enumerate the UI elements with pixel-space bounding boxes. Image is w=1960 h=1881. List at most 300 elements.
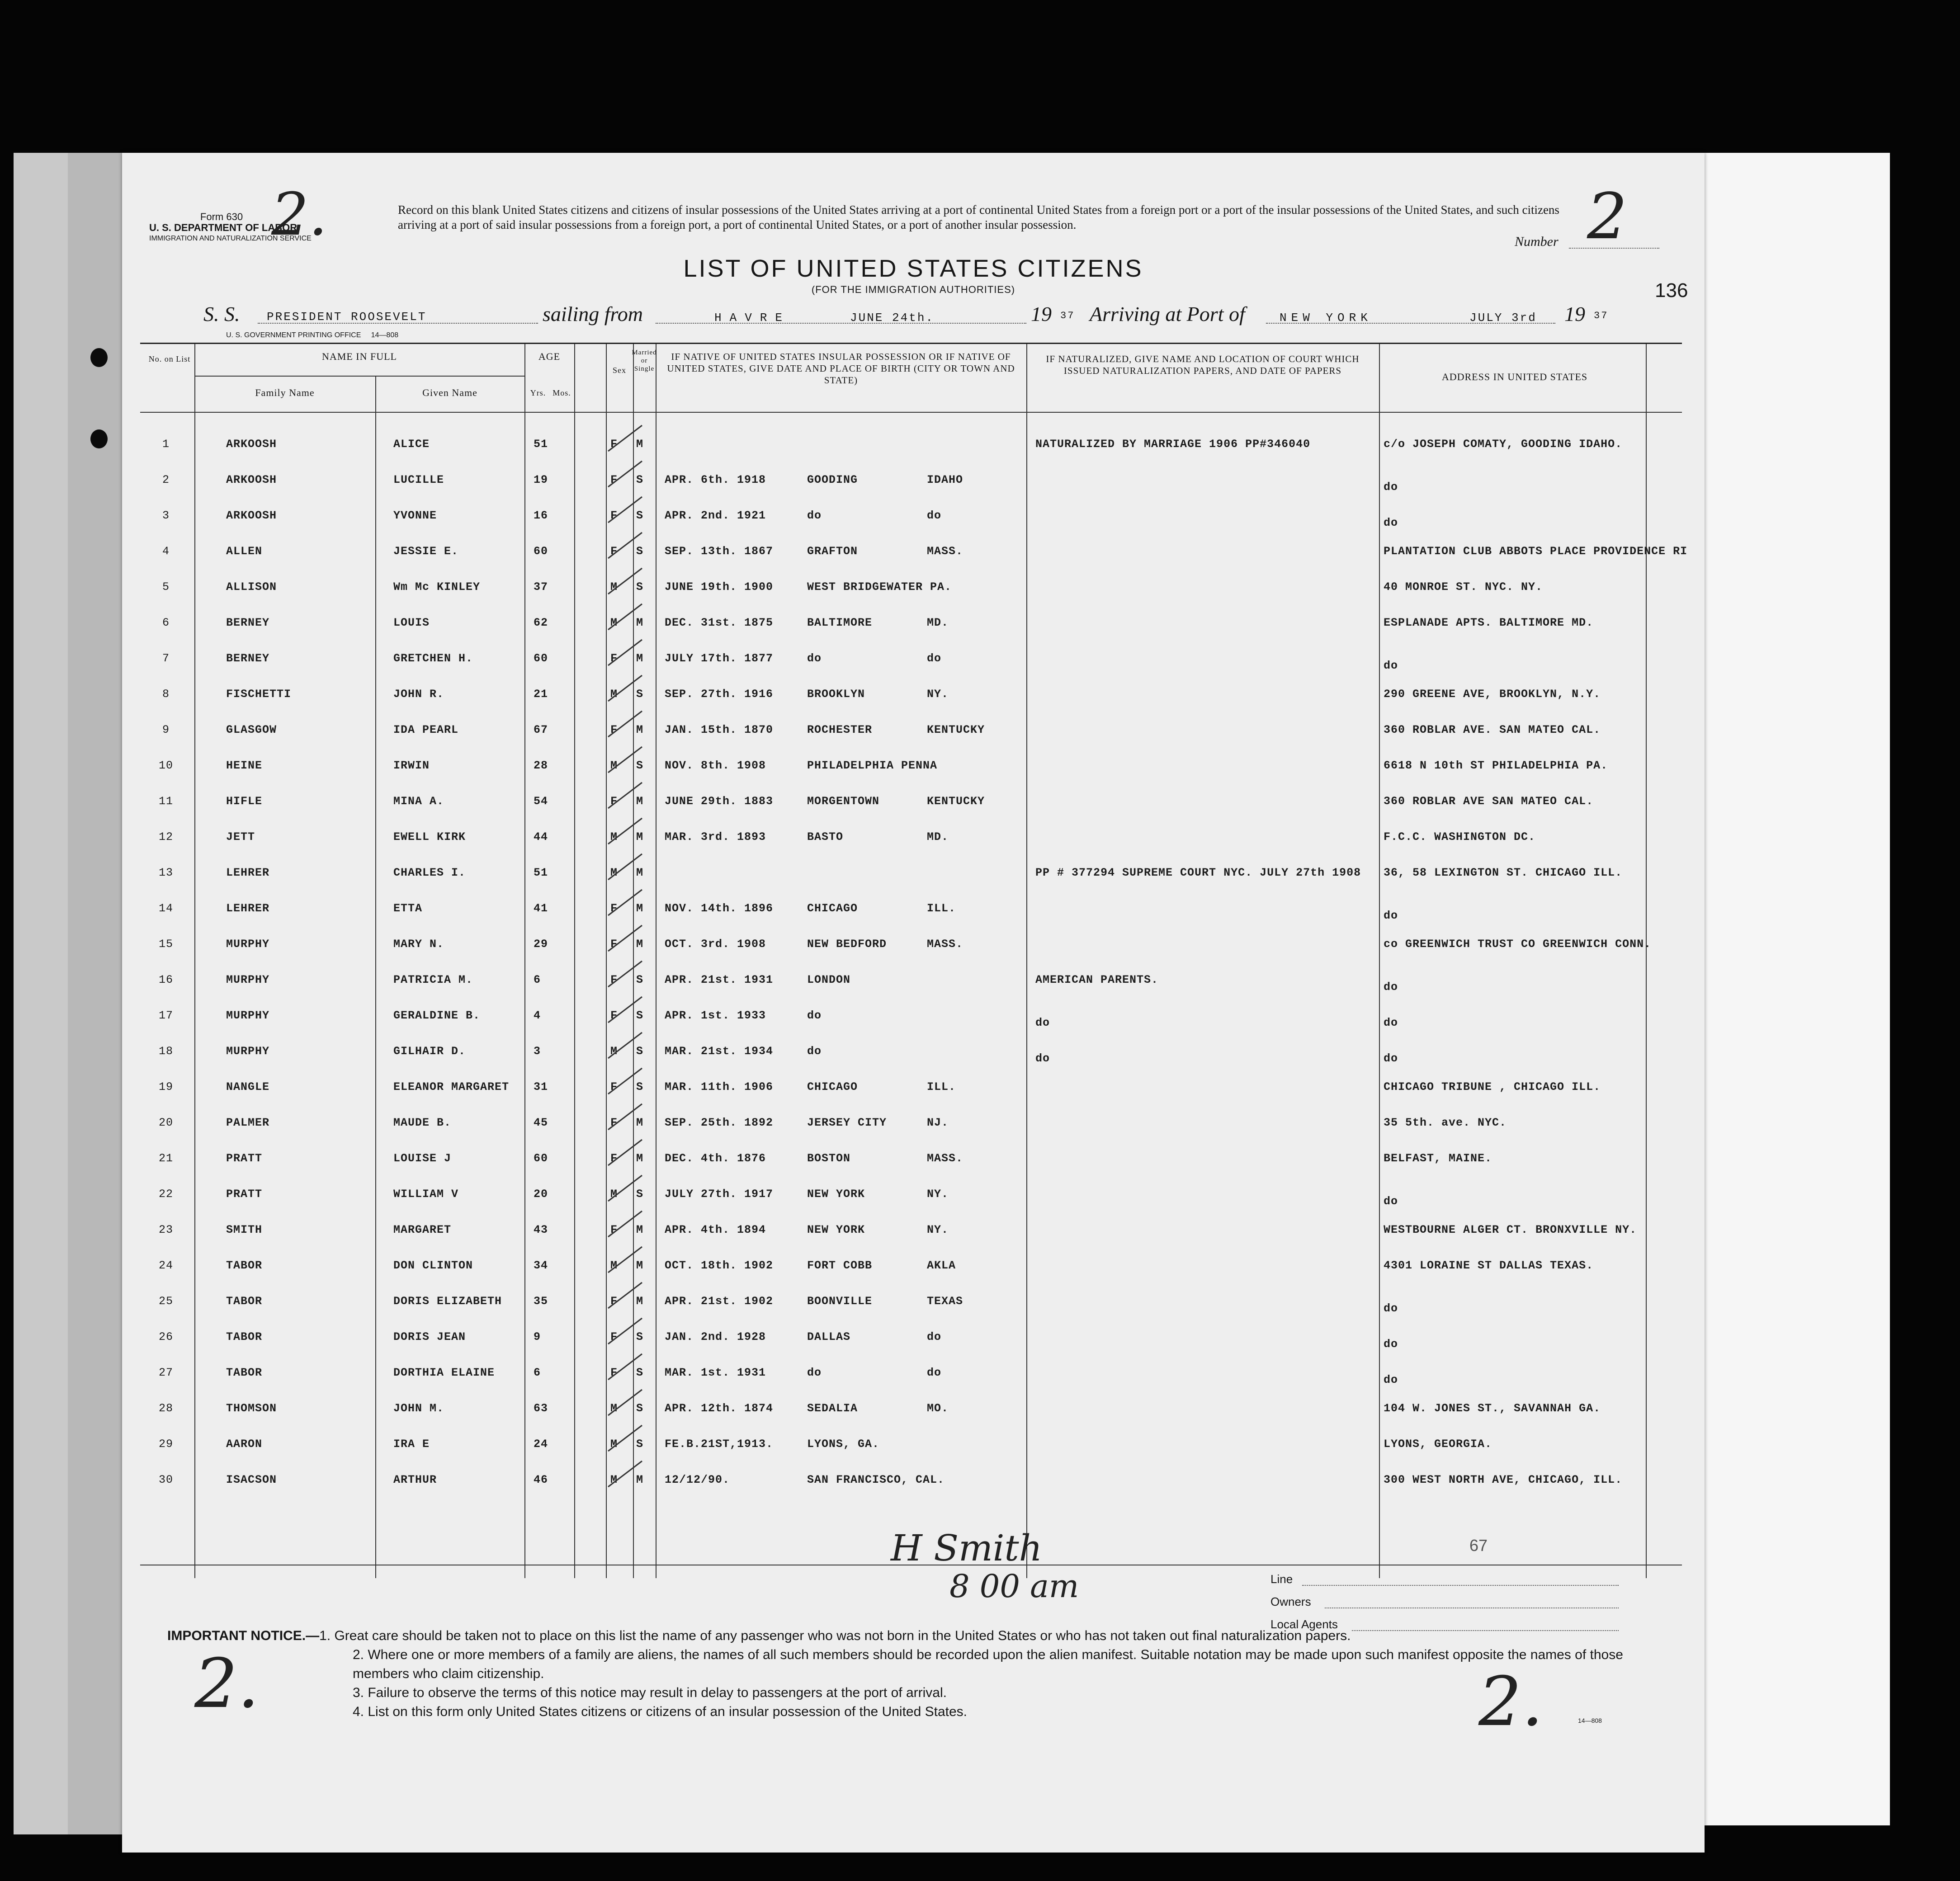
cell-addr: do [1384, 1052, 1398, 1065]
cell-bstate: NY. [927, 688, 949, 701]
owners-label: Owners [1270, 1595, 1311, 1608]
table-row [140, 642, 1682, 678]
col-address: ADDRESS IN UNITED STATES [1441, 371, 1588, 382]
to-year-prefix: 19 [1564, 302, 1585, 325]
printer-name: U. S. GOVERNMENT PRINTING OFFICE [226, 331, 361, 339]
cell-yrs: 60 [534, 1152, 548, 1165]
cell-given: IRA E [393, 1438, 430, 1451]
cell-given: DORIS ELIZABETH [393, 1295, 502, 1308]
check-tick-icon [606, 816, 647, 848]
cell-bcity: NEW YORK [807, 1188, 865, 1201]
cell-addr: 6618 N 10th ST PHILADELPHIA PA. [1384, 759, 1608, 772]
col-sex: Sex [613, 366, 626, 375]
cell-bstate: NY. [927, 1223, 949, 1236]
cell-given: MARY N. [393, 938, 444, 951]
check-tick-icon [606, 1387, 647, 1419]
cell-given: JOHN M. [393, 1402, 444, 1415]
cell-ms: M [636, 1116, 644, 1129]
cell-given: YVONNE [393, 509, 437, 522]
cell-bcity: ROCHESTER [807, 723, 873, 736]
cell-bcity: BOONVILLE [807, 1295, 873, 1308]
cell-bcity: BOSTON [807, 1152, 851, 1165]
cell-yrs: 19 [534, 473, 548, 486]
cell-given: DON CLINTON [393, 1259, 473, 1272]
cell-family: LEHRER [226, 866, 270, 879]
cell-family: NANGLE [226, 1080, 270, 1094]
check-tick-icon [606, 887, 647, 919]
check-tick-icon [606, 637, 647, 669]
cell-bdate: OCT. 3rd. 1908 [665, 938, 766, 951]
cell-given: Wm Mc KINLEY [393, 580, 481, 594]
cell-ms: M [636, 652, 644, 665]
cell-bdate: JULY 27th. 1917 [665, 1188, 774, 1201]
important-notice [167, 1626, 1659, 1721]
cell-addr: CHICAGO TRIBUNE , CHICAGO ILL. [1384, 1080, 1601, 1094]
cell-nat: do [1035, 1016, 1050, 1029]
table-row [140, 678, 1682, 713]
check-tick-icon [606, 1316, 647, 1348]
cell-ms: M [636, 1473, 644, 1486]
col-naturalized: IF NATURALIZED, GIVE NAME AND LOCATION OF COURT WHICH ISSUED NATURALIZATION PAPERS, AND DATE OF PAPERS [1046, 354, 1360, 376]
cell-yrs: 6 [534, 1366, 541, 1379]
check-tick-icon [606, 959, 647, 990]
cell-bstate: do [927, 1366, 942, 1379]
cell-bcity: do [807, 1045, 822, 1058]
cell-ms: S [636, 509, 644, 522]
passenger-table [140, 343, 1688, 1578]
cell-addr: 290 GREENE AVE, BROOKLYN, N.Y. [1384, 688, 1601, 701]
number-value: 2 [1587, 180, 1628, 254]
cell-bcity: BASTO [807, 830, 844, 844]
cell-given: CHARLES I. [393, 866, 466, 879]
cell-bdate: APR. 4th. 1894 [665, 1223, 766, 1236]
cell-bdate: APR. 1st. 1933 [665, 1009, 766, 1022]
cell-addr: 360 ROBLAR AVE. SAN MATEO CAL. [1384, 723, 1601, 736]
cell-bcity: NEW YORK [807, 1223, 865, 1236]
cell-yrs: 54 [534, 795, 548, 808]
check-tick-icon [606, 495, 647, 526]
cell-ms: S [636, 1009, 644, 1022]
cell-sex: F [610, 795, 618, 808]
cell-bstate: MO. [927, 1402, 949, 1415]
cell-bstate: MD. [927, 830, 949, 844]
cell-yrs: 31 [534, 1080, 548, 1094]
table-row [140, 606, 1682, 642]
cell-ms: S [636, 759, 644, 772]
cell-ms: S [636, 1366, 644, 1379]
cell-family: MURPHY [226, 973, 270, 986]
col-family-name: Family Name [255, 387, 315, 398]
cell-no: 22 [158, 1188, 173, 1201]
cell-no: 2 [162, 473, 170, 486]
cell-given: EWELL KIRK [393, 830, 466, 844]
cell-no: 12 [158, 830, 173, 844]
to-year: 37 [1594, 310, 1609, 321]
cell-given: GRETCHEN H. [393, 652, 473, 665]
from-line [656, 323, 1026, 324]
cell-addr: co GREENWICH TRUST CO GREENWICH CONN. [1384, 938, 1652, 951]
cell-no: 1 [162, 438, 170, 451]
cell-no: 15 [158, 938, 173, 951]
cell-sex: F [610, 1223, 618, 1236]
handwritten-time: 8 00 am [949, 1568, 1079, 1605]
cell-bcity: FORT COBB [807, 1259, 873, 1272]
cell-sex: F [610, 438, 618, 451]
cell-ms: S [636, 973, 644, 986]
table-row [140, 820, 1682, 856]
table-row [140, 1428, 1682, 1463]
printer-code: 14—808 [371, 331, 399, 339]
sailing-label: sailing from [543, 302, 643, 325]
cell-bcity: GRAFTON [807, 545, 858, 558]
cell-bcity: do [807, 509, 822, 522]
cell-addr: WESTBOURNE ALGER CT. BRONXVILLE NY. [1384, 1223, 1637, 1236]
printer-mark [226, 331, 398, 339]
cell-bcity: BALTIMORE [807, 616, 873, 629]
form-number: Form 630 [200, 211, 243, 222]
cell-bcity: BROOKLYN [807, 688, 865, 701]
col-birth: IF NATIVE OF UNITED STATES INSULAR POSSESSION OR IF NATIVE OF UNITED STATES, GIVE DATE AND PLACE OF BIRTH (CITY OR TOWN AND STATE) [667, 351, 1015, 386]
cell-bcity: do [807, 1366, 822, 1379]
cell-given: ALICE [393, 438, 430, 451]
cell-yrs: 6 [534, 973, 541, 986]
form-instructions: Record on this blank United States citizens and citizens of insular possessions of the United States arriving at a port of continental United States from a foreign port or a port of the insular possessions of the United States, and such citizens arriving at a port of said insular possessions from a foreign port, a port of continental United States, or a port of another insular possession. [398, 203, 1559, 231]
cell-no: 4 [162, 545, 170, 558]
cell-yrs: 16 [534, 509, 548, 522]
cell-sex: M [610, 866, 618, 879]
cell-ms: S [636, 473, 644, 486]
table-row [140, 1463, 1682, 1499]
check-tick-icon [606, 780, 647, 812]
cell-ms: S [636, 1438, 644, 1451]
table-row [140, 713, 1682, 749]
check-tick-icon [606, 1173, 647, 1205]
cell-yrs: 67 [534, 723, 548, 736]
cell-sex: F [610, 1080, 618, 1094]
check-tick-icon [606, 923, 647, 955]
ship-line [258, 323, 538, 324]
cell-bstate: KENTUCKY [927, 795, 985, 808]
cell-no: 18 [158, 1045, 173, 1058]
cell-family: ARKOOSH [226, 473, 277, 486]
agents-label: Local Agents [1270, 1617, 1338, 1631]
table-row [140, 892, 1682, 928]
table-row [140, 928, 1682, 963]
notice-item-4: 4. List on this form only United States citizens or citizens of an insular possession of the United States. [353, 1704, 968, 1719]
to-port: NEW YORK [1280, 311, 1372, 325]
cell-sex: F [610, 973, 618, 986]
cell-sex: M [610, 1402, 618, 1415]
cell-bcity: MORGENTOWN [807, 795, 880, 808]
cell-ms: M [636, 1259, 644, 1272]
cell-bstate: MD. [927, 616, 949, 629]
cell-addr: 104 W. JONES ST., SAVANNAH GA. [1384, 1402, 1601, 1415]
cell-sex: M [610, 759, 618, 772]
cell-bstate: do [927, 652, 942, 665]
from-date: JUNE 24th. [850, 311, 935, 325]
cell-given: MAUDE B. [393, 1116, 452, 1129]
table-row [140, 785, 1682, 820]
handwritten-corner-mark: 2. [194, 1645, 260, 1723]
cell-no: 5 [162, 580, 170, 594]
table-row [140, 1213, 1682, 1249]
cell-family: MURPHY [226, 938, 270, 951]
cell-addr: do [1384, 481, 1398, 494]
cell-no: 25 [158, 1295, 173, 1308]
cell-family: BERNEY [226, 616, 270, 629]
cell-addr: LYONS, GEORGIA. [1384, 1438, 1492, 1451]
cell-sex: M [610, 1045, 618, 1058]
check-tick-icon [606, 1423, 647, 1455]
cell-bcity: do [807, 1009, 822, 1022]
cell-bdate: NOV. 8th. 1908 [665, 759, 766, 772]
check-tick-icon [606, 530, 647, 562]
cell-bdate: 12/12/90. [665, 1473, 730, 1486]
cell-bstate: AKLA [927, 1259, 956, 1272]
cell-bstate: ILL. [927, 1080, 956, 1094]
cell-addr: BELFAST, MAINE. [1384, 1152, 1492, 1165]
cell-no: 16 [158, 973, 173, 986]
cell-no: 11 [158, 795, 173, 808]
table-row [140, 535, 1688, 570]
table-row [140, 749, 1682, 785]
cell-bcity: CHICAGO [807, 1080, 858, 1094]
cell-yrs: 46 [534, 1473, 548, 1486]
from-port: HAVRE [714, 311, 791, 325]
cell-addr: 4301 LORAINE ST DALLAS TEXAS. [1384, 1259, 1594, 1272]
cell-family: PRATT [226, 1188, 263, 1201]
cell-bdate: SEP. 25th. 1892 [665, 1116, 774, 1129]
cell-given: IDA PEARL [393, 723, 459, 736]
cell-bdate: DEC. 31st. 1875 [665, 616, 774, 629]
cell-family: JETT [226, 830, 255, 844]
cell-family: TABOR [226, 1259, 263, 1272]
cell-family: LEHRER [226, 902, 270, 915]
col-name-in-full: NAME IN FULL [322, 351, 397, 362]
notice-title: IMPORTANT NOTICE.— [167, 1628, 320, 1643]
cell-sex: F [610, 1152, 618, 1165]
to-date: JULY 3rd [1469, 311, 1537, 325]
cell-bstate: MASS. [927, 545, 963, 558]
check-tick-icon [606, 1030, 647, 1062]
check-tick-icon [606, 1352, 647, 1383]
arriving-label: Arriving at Port of [1090, 302, 1245, 325]
table-row [140, 1142, 1682, 1178]
table-row [140, 963, 1682, 999]
cell-bdate: MAR. 11th. 1906 [665, 1080, 774, 1094]
cell-yrs: 4 [534, 1009, 541, 1022]
cell-no: 27 [158, 1366, 173, 1379]
cell-ms: M [636, 795, 644, 808]
cell-addr: do [1384, 1373, 1398, 1386]
cell-no: 28 [158, 1402, 173, 1415]
cell-yrs: 34 [534, 1259, 548, 1272]
cell-addr: do [1384, 1338, 1398, 1351]
cell-sex: F [610, 509, 618, 522]
cell-no: 30 [158, 1473, 173, 1486]
table-row [140, 1320, 1682, 1356]
cell-bcity: NEW BEDFORD [807, 938, 887, 951]
form-dept: U. S. DEPARTMENT OF LABOR [149, 222, 298, 233]
cell-given: PATRICIA M. [393, 973, 473, 986]
cell-bcity: CHICAGO [807, 902, 858, 915]
cell-no: 23 [158, 1223, 173, 1236]
cell-yrs: 45 [534, 1116, 548, 1129]
cell-sex: F [610, 1295, 618, 1308]
col-given-name: Given Name [422, 387, 477, 398]
check-tick-icon [606, 745, 647, 776]
cell-yrs: 21 [534, 688, 548, 701]
cell-family: HEINE [226, 759, 263, 772]
right-sheet [1673, 153, 1890, 1825]
cell-given: ETTA [393, 902, 423, 915]
cell-addr: do [1384, 516, 1398, 529]
cell-addr: ESPLANADE APTS. BALTIMORE MD. [1384, 616, 1594, 629]
table-row [140, 1392, 1682, 1428]
cell-bdate: JUNE 29th. 1883 [665, 795, 774, 808]
cell-sex: M [610, 580, 618, 594]
cell-bstate: MASS. [927, 1152, 963, 1165]
cell-family: GLASGOW [226, 723, 277, 736]
cell-bcity: WEST BRIDGEWATER PA. [807, 580, 952, 594]
cell-ms: S [636, 580, 644, 594]
to-line [1266, 323, 1555, 324]
cell-sex: F [610, 902, 618, 915]
cell-family: BERNEY [226, 652, 270, 665]
cell-addr: F.C.C. WASHINGTON DC. [1384, 830, 1536, 844]
check-tick-icon [606, 1209, 647, 1240]
cell-bdate: JAN. 15th. 1870 [665, 723, 774, 736]
cell-yrs: 29 [534, 938, 548, 951]
cell-sex: F [610, 473, 618, 486]
cell-given: LOUIS [393, 616, 430, 629]
cell-family: TABOR [226, 1330, 263, 1344]
cell-bstate: MASS. [927, 938, 963, 951]
cell-sex: F [610, 1116, 618, 1129]
handwritten-number-mark: 2. [271, 180, 328, 249]
cell-family: ALLEN [226, 545, 263, 558]
cell-bdate: OCT. 18th. 1902 [665, 1259, 774, 1272]
cell-yrs: 41 [534, 902, 548, 915]
cell-given: GILHAIR D. [393, 1045, 466, 1058]
cell-bstate: do [927, 509, 942, 522]
cell-sex: M [610, 830, 618, 844]
cell-family: MURPHY [226, 1045, 270, 1058]
total-count: 67 [1469, 1536, 1488, 1555]
check-tick-icon [606, 423, 647, 455]
handwritten-signature: H Smith [891, 1527, 1043, 1569]
cell-given: LOUISE J [393, 1152, 452, 1165]
cell-yrs: 44 [534, 830, 548, 844]
cell-yrs: 3 [534, 1045, 541, 1058]
table-row [140, 428, 1682, 463]
table-row [140, 1178, 1682, 1213]
cell-yrs: 62 [534, 616, 548, 629]
cell-yrs: 63 [534, 1402, 548, 1415]
cell-given: DORTHIA ELAINE [393, 1366, 495, 1379]
manifest-page [122, 153, 1705, 1853]
check-tick-icon [606, 1280, 647, 1312]
cell-nat: NATURALIZED BY MARRIAGE 1906 PP#346040 [1035, 438, 1311, 451]
cell-family: AARON [226, 1438, 263, 1451]
check-tick-icon [606, 1459, 647, 1490]
cell-family: MURPHY [226, 1009, 270, 1022]
cell-no: 10 [158, 759, 173, 772]
cell-addr: do [1384, 659, 1398, 672]
notice-item-2: 2. Where one or more members of a family are aliens, the names of all such members should be recorded upon the alien manifest. Suitable notation may be made upon such manifest opposite the names of those members who claim citizenship. [353, 1647, 1623, 1681]
page-number: 136 [1655, 279, 1688, 302]
table-row [140, 463, 1682, 499]
cell-ms: S [636, 1330, 644, 1344]
table-row [140, 1070, 1682, 1106]
cell-sex: F [610, 1009, 618, 1022]
cell-yrs: 9 [534, 1330, 541, 1344]
cell-bcity: SAN FRANCISCO, CAL. [807, 1473, 945, 1486]
line-field [1302, 1585, 1619, 1586]
cell-yrs: 37 [534, 580, 548, 594]
cell-bstate: IDAHO [927, 473, 963, 486]
cell-bcity: do [807, 652, 822, 665]
form-service: IMMIGRATION AND NATURALIZATION SERVICE [149, 235, 312, 242]
cell-sex: F [610, 938, 618, 951]
check-tick-icon [606, 566, 647, 598]
cell-ms: S [636, 1045, 644, 1058]
cell-ms: M [636, 1152, 644, 1165]
cell-addr: do [1384, 909, 1398, 922]
cell-addr: do [1384, 1016, 1398, 1029]
cell-sex: F [610, 652, 618, 665]
cell-bdate: JUNE 19th. 1900 [665, 580, 774, 594]
cell-addr: 300 WEST NORTH AVE, CHICAGO, ILL. [1384, 1473, 1623, 1486]
cell-sex: M [610, 688, 618, 701]
check-tick-icon [606, 602, 647, 633]
ship-name: PRESIDENT ROOSEVELT [267, 310, 427, 324]
cell-given: ELEANOR MARGARET [393, 1080, 510, 1094]
cell-given: LUCILLE [393, 473, 444, 486]
cell-addr: 35 5th. ave. NYC. [1384, 1116, 1507, 1129]
cell-sex: M [610, 1188, 618, 1201]
cell-bcity: SEDALIA [807, 1402, 858, 1415]
table-row [140, 499, 1682, 535]
cell-family: ARKOOSH [226, 438, 277, 451]
cell-yrs: 28 [534, 759, 548, 772]
binder-hole [90, 348, 108, 367]
cell-addr: PLANTATION CLUB ABBOTS PLACE PROVIDENCE RI [1384, 545, 1688, 558]
cell-ms: S [636, 1080, 644, 1094]
cell-no: 21 [158, 1152, 173, 1165]
cell-no: 6 [162, 616, 170, 629]
cell-ms: M [636, 616, 644, 629]
cell-bdate: APR. 21st. 1902 [665, 1295, 774, 1308]
check-tick-icon [606, 459, 647, 490]
cell-no: 19 [158, 1080, 173, 1094]
page-title: LIST OF UNITED STATES CITIZENS [683, 255, 1143, 282]
table-row [140, 1356, 1682, 1392]
cell-yrs: 24 [534, 1438, 548, 1451]
cell-bstate: ILL. [927, 902, 956, 915]
cell-yrs: 60 [534, 652, 548, 665]
cell-given: DORIS JEAN [393, 1330, 466, 1344]
cell-ms: M [636, 938, 644, 951]
cell-bcity: PHILADELPHIA PENNA [807, 759, 938, 772]
notice-item-3: 3. Failure to observe the terms of this notice may result in delay to passengers at the port of arrival. [353, 1685, 947, 1700]
cell-bdate: NOV. 14th. 1896 [665, 902, 774, 915]
check-tick-icon [606, 1137, 647, 1169]
cell-bcity: JERSEY CITY [807, 1116, 887, 1129]
cell-bdate: APR. 21st. 1931 [665, 973, 774, 986]
cell-bdate: MAR. 1st. 1931 [665, 1366, 766, 1379]
cell-bstate: do [927, 1330, 942, 1344]
